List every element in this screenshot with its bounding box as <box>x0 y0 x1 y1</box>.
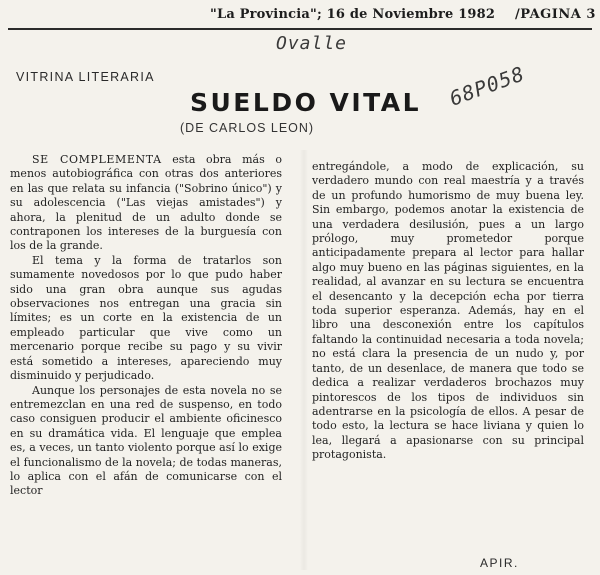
paragraph-text: esta obra más o menos autobiográfica con otras dos anteriores en las que relata su infancia ("Sobrino único") y su adolescencia ("Las viejas amistades") y ahora, la plenitud de un adulto donde se contraponen los intereses de la burguesía con los de la grande. <box>10 153 282 253</box>
paragraph-text: entregándole, a modo de explicación, su verdadero mundo con real maestría y a través de un profundo humorismo de muy buena ley. Sin embargo, podemos anotar la existencia de una verdadera desilusión, pues a un largo prólogo, muy prometedor porque anticipadamente prepara al lector para hallar algo muy bueno en las páginas siguientes, en la realidad, al avanzar en su lectura se encuentra el desencanto y la decepción echa por tierra toda superior esperanza. Además, hay en el libro una desconexión entre los capítulos faltando la continuidad necesaria a toda novela; no está clara la presencia de un nudo y, por tanto, de un desenlace, de manera que todo se dedica a realizar verdaderos brochazos muy pintorescos de los tipos de individuos sin adentrarse en la psicología de ellos. A pesar de todo esto, la lectura se hace liviana y quien lo lea, llegará a apasionarse con su principal protagonista. <box>312 160 584 462</box>
paragraph <box>312 160 584 463</box>
column-gutter <box>300 150 308 570</box>
handwritten-catalog-code: 68P058 <box>446 61 528 111</box>
paragraph-text: El tema y la forma de tratarlos son sumamente novedosos por lo que pudo haber sido una gran obra aunque sus agudas observaciones nos entregan una gracia sin límites; es un corte en la existencia de un empleado particular que vive como un mercenario porque recibe su pago y su vivir está sometido a intereses, apareciendo muy disminuido y perjudicado. <box>10 253 282 383</box>
handwritten-place-note: Ovalle <box>276 33 348 54</box>
paragraph <box>10 384 282 499</box>
section-kicker: VITRINA LITERARIA <box>16 70 155 84</box>
author-signature: APIR. <box>480 556 519 570</box>
paragraph-lead: SE COMPLEMENTA <box>32 153 162 166</box>
newspaper-date-line: "La Provincia"; 16 de Noviembre 1982 <box>210 7 496 22</box>
paragraph-text: Aunque los personajes de esta novela no se entremezclan en una red de suspenso, en todo caso consiguen producir el ambiente oficinesco en su dramática vida. El lenguaje que emplea es, a veces, un tanto violento porque así lo exige el funcionalismo de la novela; de todas maneras, lo aplica con el afán de comunicarse con el lector <box>10 383 282 498</box>
article-byline: (DE CARLOS LEON) <box>180 121 315 135</box>
left-column <box>10 153 282 499</box>
paragraph <box>10 254 282 384</box>
paragraph <box>10 153 282 254</box>
header-divider <box>8 28 592 30</box>
article-title: SUELDO VITAL <box>190 88 422 117</box>
page-number: /PAGINA 3 <box>515 7 596 22</box>
right-column <box>312 160 584 463</box>
